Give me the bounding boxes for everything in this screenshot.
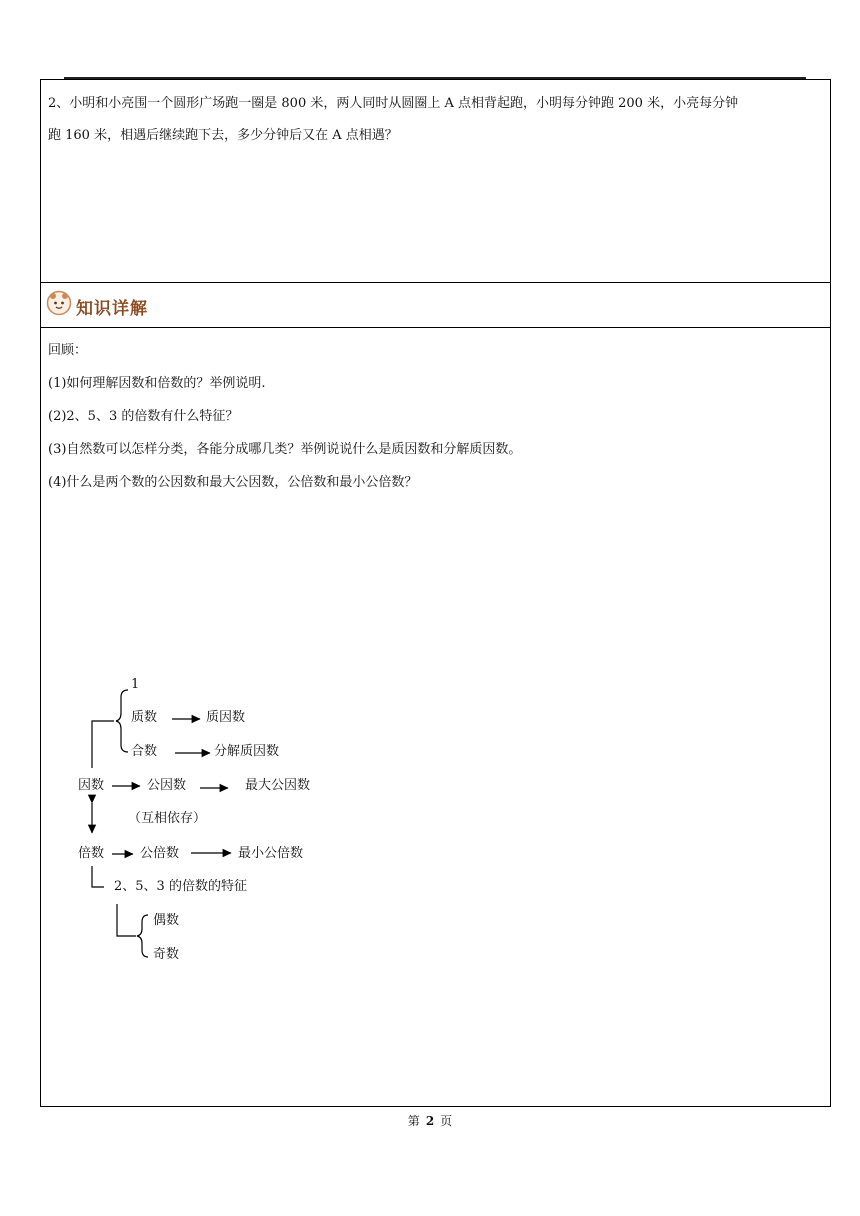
node-lcm: 最小公倍数 [238, 846, 304, 861]
review-heading: 回顾： [48, 343, 88, 358]
node-gcd: 最大公因数 [245, 778, 311, 793]
problem-line-2: 跑 160 米，相遇后继续跑下去，多少分钟后又在 A 点相遇？ [48, 128, 398, 143]
review-question-4: (4)什么是两个数的公因数和最大公因数，公倍数和最小公倍数？ [48, 475, 418, 490]
brace-prime-composite [116, 690, 128, 752]
node-one: 1 [131, 677, 140, 692]
node-prime-factor: 质因数 [206, 710, 246, 725]
node-features: 2、5、3 的倍数的特征 [114, 879, 247, 894]
section-title: 知识详解 [76, 299, 148, 319]
node-common-multiple: 公倍数 [140, 846, 180, 861]
node-even: 偶数 [153, 913, 180, 928]
node-prime: 质数 [131, 710, 158, 725]
footer-prefix: 第 [407, 1114, 420, 1128]
page-number: 2 [425, 1114, 435, 1128]
connector-factor [92, 721, 114, 768]
page-footer [0, 1112, 860, 1129]
review-question-3: (3)自然数可以怎样分类，各能分成哪几类？举例说说什么是质因数和分解质因数。 [48, 442, 522, 457]
problem-line-1: 2、小明和小亮围一个圆形广场跑一圈是 800 米，两人同时从圆圈上 A 点相背起跑，小明每分钟跑 200 米，小亮每分钟 [48, 96, 739, 111]
node-mutual: （互相依存） [128, 811, 207, 826]
node-odd: 奇数 [153, 947, 180, 962]
review-question-2: (2)2、5、3 的倍数有什么特征？ [48, 409, 239, 424]
node-factor: 因数 [78, 778, 105, 793]
footer-suffix: 页 [440, 1114, 453, 1128]
node-common-factor: 公因数 [147, 778, 187, 793]
connector-even-odd [117, 904, 136, 936]
node-factorize: 分解质因数 [214, 744, 280, 759]
connector-features [92, 866, 104, 887]
brace-even-odd [137, 915, 148, 957]
review-question-1: (1)如何理解因数和倍数的？举例说明. [48, 376, 266, 391]
node-multiple: 倍数 [78, 846, 105, 861]
node-composite: 合数 [131, 744, 158, 759]
